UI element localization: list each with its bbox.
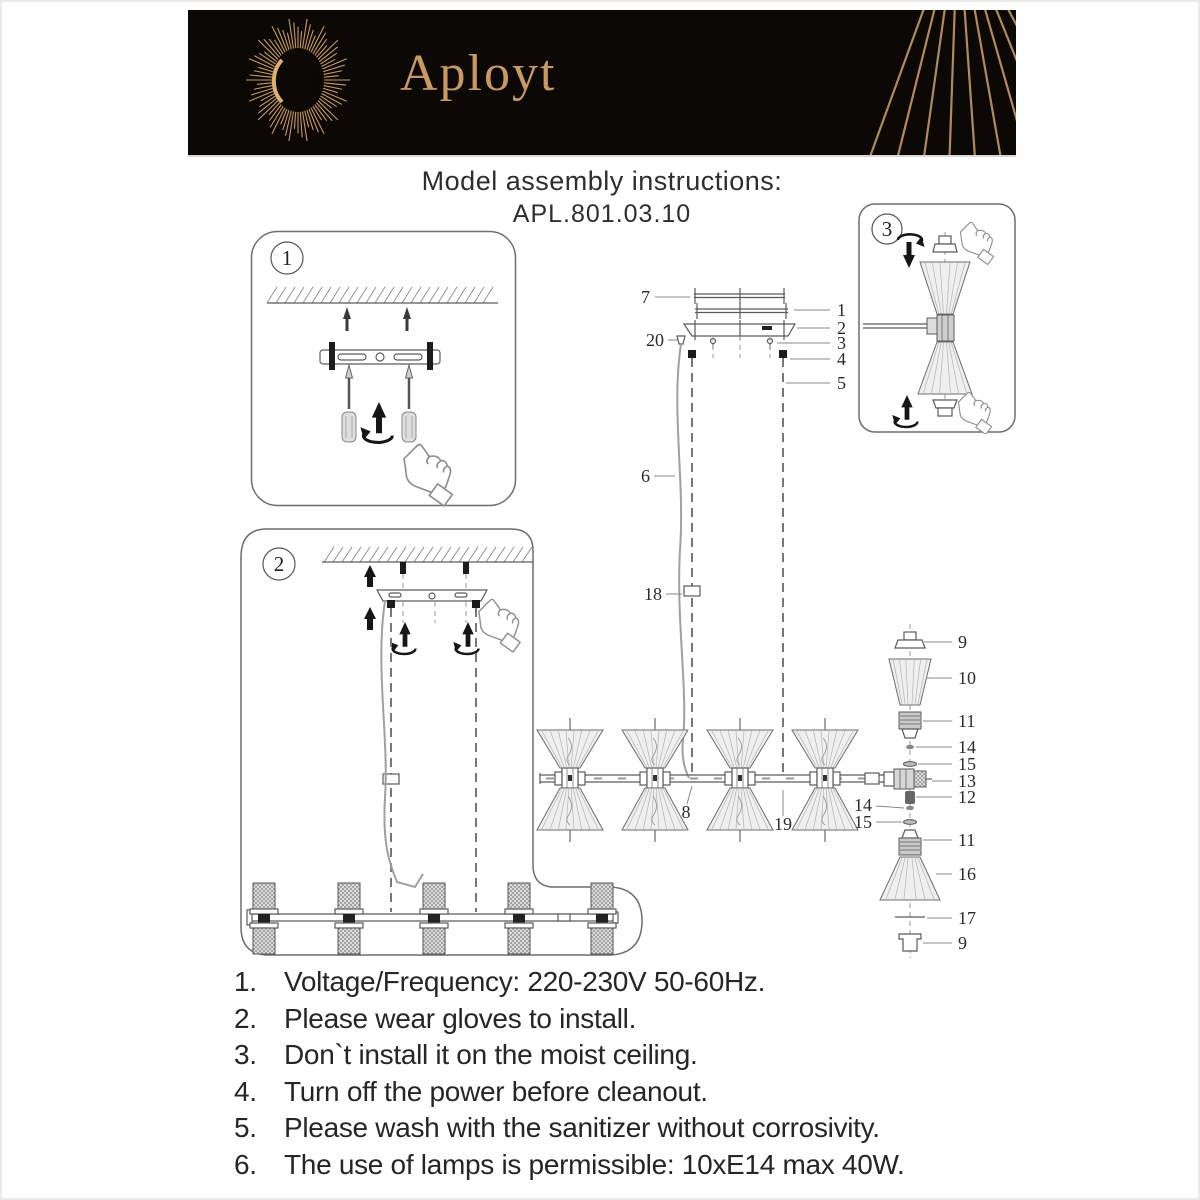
mounting-bracket (320, 342, 440, 370)
lamp-cluster-side (335, 883, 363, 954)
canopy-bar (377, 590, 487, 601)
instruction-item (234, 1001, 1024, 1038)
brand-banner (188, 10, 1016, 157)
instruction-text: Turn off the power before cleanout. (284, 1075, 708, 1107)
instruction-text: Please wear gloves to install. (284, 1002, 637, 1034)
part-callout-16: 16 (958, 864, 976, 884)
lamp-cluster-side (420, 883, 448, 954)
svg-text:1: 1 (281, 246, 293, 270)
banner-art (188, 10, 1016, 155)
part-callout-7: 7 (641, 287, 650, 307)
anchor-bolt (400, 562, 406, 574)
step-number-1 (271, 242, 303, 274)
instruction-text: The use of lamps is permissible: 10xE14 max 40W. (284, 1148, 905, 1180)
part-callout-11b: 11 (958, 830, 976, 850)
part-callout-15b: 15 (854, 812, 872, 832)
bushing-nut (905, 791, 915, 804)
part-callout-10: 10 (958, 668, 976, 688)
lamp-cluster (537, 718, 603, 842)
part-callout-5: 5 (837, 373, 846, 393)
pointing-hand-icon (404, 445, 452, 506)
svg-text:3: 3 (881, 217, 893, 241)
washer-large (904, 820, 917, 825)
part-callout-17: 17 (958, 908, 976, 928)
lamp-cluster-side (250, 883, 278, 954)
canopy (677, 320, 795, 344)
logo-center (277, 53, 319, 107)
part-callout-1: 1 (837, 300, 846, 320)
exploded-diagram (532, 270, 1012, 962)
instruction-number: 1. (234, 966, 257, 997)
power-cord (677, 344, 689, 778)
part-callout-12: 12 (958, 787, 976, 807)
lamp-socket (899, 712, 921, 738)
instruction-item (234, 1110, 1024, 1147)
rod-connector (472, 600, 480, 608)
instruction-number: 5. (234, 1112, 257, 1143)
instruction-number: 4. (234, 1075, 257, 1107)
model-number: APL.801.03.10 (512, 200, 692, 228)
mounting-bar-7 (694, 288, 785, 304)
up-arrow-icon (364, 607, 376, 630)
part-callout-14: 14 (958, 737, 976, 757)
part-callout-19: 19 (774, 814, 792, 834)
panel-step-1 (250, 230, 517, 507)
instruction-item (234, 1074, 1024, 1111)
svg-text:2: 2 (273, 552, 285, 576)
instruction-text: Voltage/Frequency: 220-230V 50-60Hz. (284, 966, 766, 997)
rod-coupler-18 (684, 586, 700, 596)
washer-large (904, 762, 917, 767)
part-callout-9: 9 (958, 632, 967, 652)
instruction-number: 6. (234, 1148, 257, 1180)
anchor-icon (343, 307, 351, 331)
part-callout-2: 2 (837, 318, 846, 338)
rotation-icon (360, 402, 392, 442)
ceiling-hatch (267, 287, 493, 303)
finial-cap (895, 632, 925, 648)
instruction-item (234, 1037, 1024, 1074)
part-callout-14b: 14 (854, 795, 872, 815)
instruction-text: Please wash with the sanitizer without corrosivity. (284, 1112, 880, 1143)
washer-small (906, 806, 914, 810)
screw-plug-icon (402, 365, 416, 442)
part-callout-8: 8 (681, 802, 691, 822)
bar-end-connector (884, 769, 932, 789)
shade-lower (880, 857, 940, 900)
cable-connector (779, 350, 787, 358)
lamp-cluster (792, 718, 858, 842)
screw-plug-icon (342, 365, 356, 442)
anchor-bolt (463, 562, 469, 574)
page-title: Model assembly instructions: (421, 166, 783, 196)
lamp-cluster (707, 718, 773, 842)
pointing-hand-icon (960, 222, 993, 264)
washer-small (906, 745, 914, 749)
brand-wordmark: Aployt (400, 45, 557, 102)
exploded-stack (880, 624, 940, 958)
part-callout-6: 6 (641, 466, 650, 486)
lamp-cluster-side (505, 883, 533, 954)
lamp-cluster (622, 718, 688, 842)
step-number-2 (263, 548, 295, 580)
part-callout-4: 4 (837, 349, 846, 369)
part-callout-20: 20 (646, 330, 664, 350)
instruction-text: Don`t install it on the moist ceiling. (284, 1039, 698, 1070)
finial-cup (899, 934, 921, 951)
finial-cap-top (933, 236, 957, 252)
rotation-icon (390, 622, 415, 654)
instruction-number: 2. (234, 1002, 257, 1034)
anchor-icon (403, 307, 411, 331)
instruction-number: 3. (234, 1039, 257, 1070)
ceiling-hatch (324, 547, 532, 562)
part-callout-9b: 9 (958, 933, 967, 953)
instructions-list (234, 964, 1024, 1183)
canopy-screws (711, 336, 773, 358)
shade-upper (889, 659, 931, 705)
part-callout-11: 11 (958, 711, 976, 731)
part-callout-18: 18 (644, 584, 662, 604)
instruction-item (234, 1147, 1024, 1184)
lamp-socket (899, 830, 921, 855)
cable-connector (688, 350, 696, 358)
rotation-icon (453, 622, 478, 654)
power-cord (381, 601, 423, 887)
part-callout-15: 15 (958, 754, 976, 774)
up-arrow-icon (364, 565, 376, 587)
mounting-bar-1 (695, 303, 788, 319)
part-callout-13: 13 (958, 771, 976, 791)
instruction-item (234, 964, 1024, 1001)
pointing-hand-icon (479, 599, 520, 652)
part-callout-3: 3 (837, 333, 846, 353)
rod-connector (387, 600, 395, 608)
decorative-rays (766, 10, 1016, 155)
